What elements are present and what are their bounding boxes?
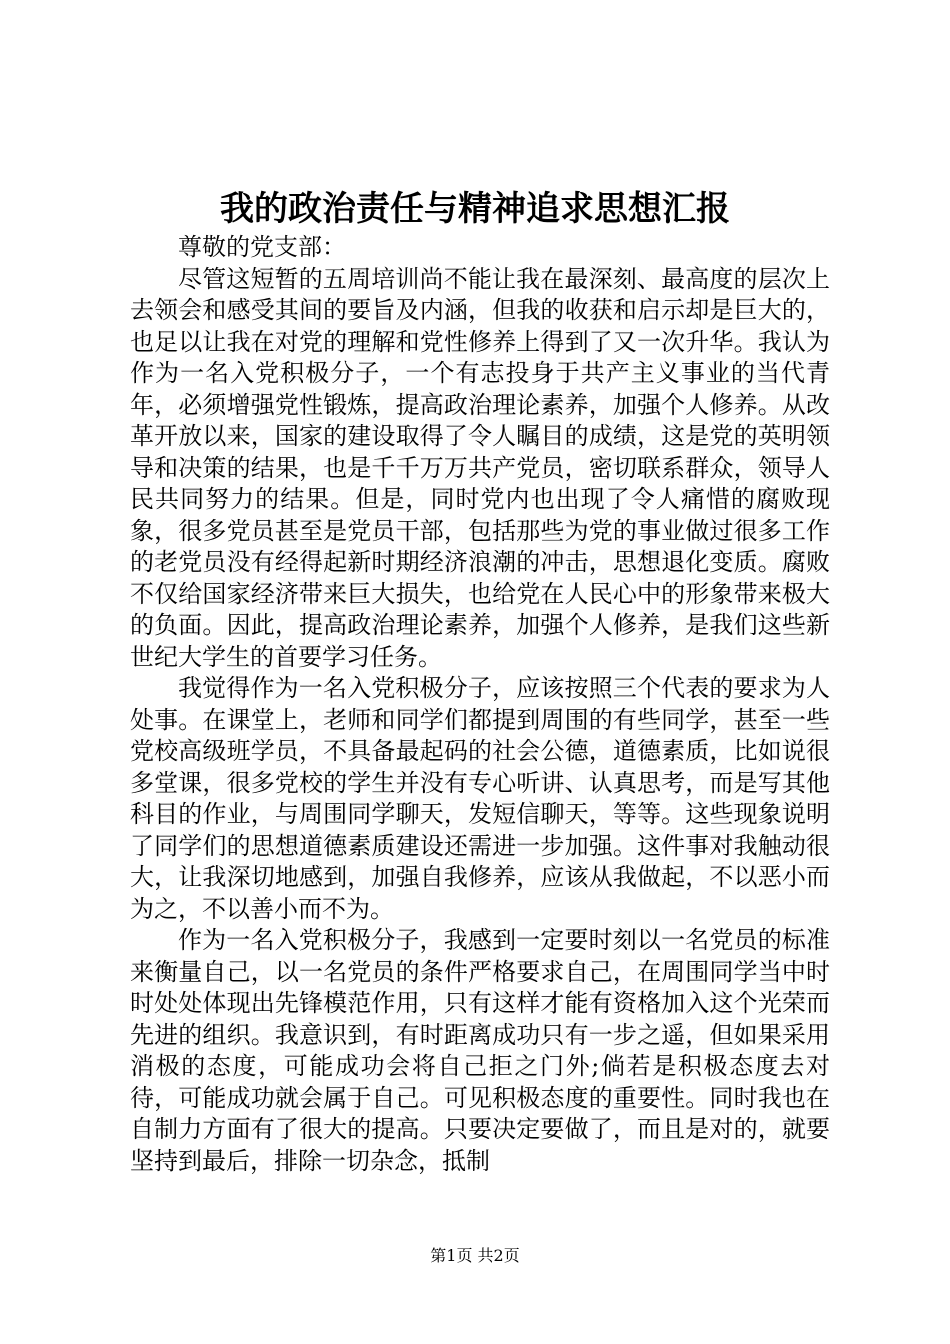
paragraph-2: 我觉得作为一名入党积极分子，应该按照三个代表的要求为人处事。在课堂上，老师和同学们都提到周围的有些同学，甚至一些党校高级班学员，不具备最起码的社会公德，道德素质，比如说很多堂课，很多党校的学生并没有专心听讲、认真思考，而是写其他科目的作业，与周围同学聊天，发短信聊天，等等。这些现象说明了同学们的思想道德素质建设还需进一步加强。这件事对我触动很大，让我深切地感到，加强自我修养，应该从我做起，不以恶小而为之，不以善小而不为。 [130, 674, 830, 923]
paragraph-3: 作为一名入党积极分子，我感到一定要时刻以一名党员的标准来衡量自己，以一名党员的条件严格要求自己，在周围同学当中时时处处体现出先锋模范作用，只有这样才能有资格加入这个光荣而先进的组织。我意识到，有时距离成功只有一步之遥，但如果采用消极的态度，可能成功会将自己拒之门外;倘若是积极态度去对待，可能成功就会属于自己。可见积极态度的重要性。同时我也在自制力方面有了很大的提高。只要决定要做了，而且是对的，就要坚持到最后，排除一切杂念，抵制 [130, 926, 830, 1175]
document-body [130, 232, 830, 1177]
page-footer [0, 1245, 950, 1267]
page-number: 第1页 共2页 [430, 1246, 520, 1265]
salutation: 尊敬的党支部： [178, 233, 346, 261]
document-title: 我的政治责任与精神追求思想汇报 [220, 189, 730, 229]
paragraph-1: 尽管这短暂的五周培训尚不能让我在最深刻、最高度的层次上去领会和感受其间的要旨及内涵，但我的收获和启示却是巨大的，也足以让我在对党的理解和党性修养上得到了又一次升华。我认为作为一名入党积极分子，一个有志投身于共产主义事业的当代青年，必须增强党性锻炼，提高政治理论素养，加强个人修养。从改革开放以来，国家的建设取得了令人瞩目的成绩，这是党的英明领导和决策的结果，也是千千万万共产党员，密切联系群众，领导人民共同努力的结果。但是，同时党内也出现了令人痛惜的腐败现象，很多党员甚至是党员干部，包括那些为党的事业做过很多工作的老党员没有经得起新时期经济浪潮的冲击，思想退化变质。腐败不仅给国家经济带来巨大损失，也给党在人民心中的形象带来极大的负面。因此，提高政治理论素养，加强个人修养，是我们这些新世纪大学生的首要学习任务。 [130, 264, 830, 671]
